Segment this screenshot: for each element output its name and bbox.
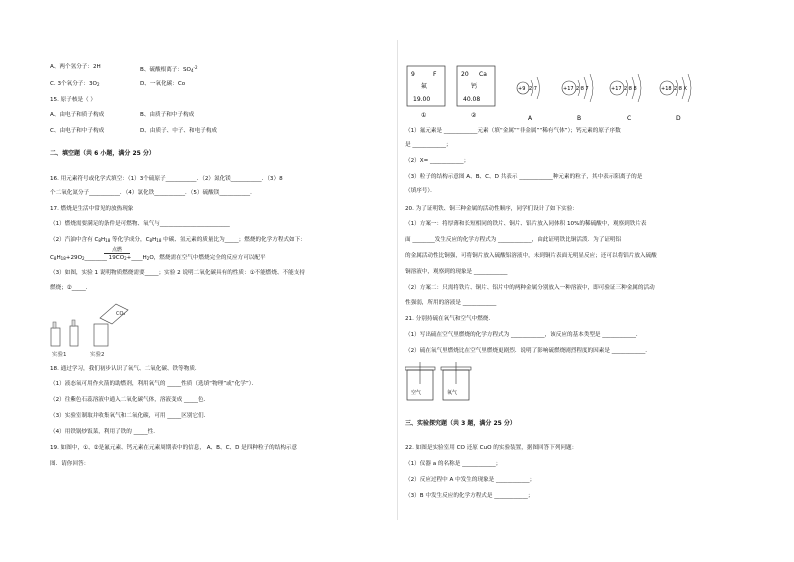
q20-line-5: 铜溶液中，观察到的现象是 ____________: [405, 269, 508, 275]
atom-c-electrons: 2 8 8: [624, 86, 637, 92]
q20-line-4: 的金属活动性比铜强，可将铜片放入硫酸铝溶液中，未到铜片表面无明显反应；还可以将铝片放入硫酸: [405, 253, 657, 259]
q15-option-a: A、由电子和质子构成: [50, 112, 105, 118]
wick-2: [72, 320, 75, 326]
jar-air-label: 空气: [411, 390, 422, 396]
q15-option-c: C、由电子和中子构成: [50, 128, 105, 134]
q14-option-d: D、一氧化碳：Co: [140, 81, 186, 87]
q14-option-b: B、硫酸根离子：$SO_4^{-2}$: [140, 65, 198, 73]
q18-part-4: （4）用铁锅炒饭菜，利用了铁的 _____性．: [50, 429, 159, 435]
q14-option-c: C. 3个氧分子：$3O_2$: [50, 81, 100, 87]
q17-equation: $C_8H_{18}+29O_2\_\_\_\_\_\_\_\_$ $19CO_2+\_\_\_\_H_2O$，燃烧需在空气中燃烧完全的反应方可以配平: [50, 255, 266, 261]
q22-stem: 22. 如图是实验室用 CO 还原 CuO 的实验装置，据图回答下列问题：: [405, 445, 578, 451]
column-divider: [397, 40, 398, 520]
wick-1: [53, 322, 56, 328]
atom-a-charge: +9: [518, 86, 526, 92]
section-2-heading: 二、填空题（共 6 小题，满分 25 分）: [50, 150, 155, 157]
q19-line-1: 19. 如图中，①、②是氟元素、钙元素在元素周期表中的信息， A、B、C、D 是四种粒子的结构示意: [50, 445, 298, 451]
q21-part-1: （1）写出硫在空气里燃烧的化学方程式为 ____________，该反应的基本类型是 ____________．: [405, 332, 642, 338]
q19-part-1-line-1: （1）氟元素是 ____________元素（填“金属”“非金属”“稀有气体”）；钙元素的原子序数: [405, 128, 621, 134]
q15-option-b: B、由质子和中子构成: [140, 112, 195, 118]
q19-part-3-line-2: （填序号）．: [405, 188, 436, 194]
atom-c-charge: +17: [611, 86, 622, 92]
q16-line-1: 16. 用元素符号或化学式填空：（1）3个硫原子___________．（2）氮化镁___________．（3）8: [50, 176, 283, 182]
q22-part-1: （1）仪器 a 的名称是 ____________；: [405, 461, 502, 467]
q19-part-1-line-2: 是 ____________；: [405, 142, 452, 148]
fluorine-number: 9: [411, 71, 415, 78]
atom-c-label: C: [627, 115, 632, 122]
atom-b-label: B: [577, 115, 582, 122]
q20-line-7: 性强弱，所用的溶液是 ____________: [405, 300, 497, 306]
atom-d-electrons: 2 8 X: [674, 86, 687, 92]
ignite-condition: 点燃: [104, 247, 130, 254]
q14-option-a: A、两个氢分子：2H: [50, 64, 101, 70]
experiment-1-label: 实验1: [52, 352, 67, 358]
experiment-figure: [50, 298, 130, 360]
fluorine-mass: 19.00: [413, 96, 431, 103]
beaker: [94, 324, 108, 346]
q15-option-d: D、由质子、中子、和电子构成: [140, 128, 218, 134]
q17-part-3-line-2: 燃烧；②_____．: [50, 285, 92, 291]
calcium-name: 钙: [471, 83, 478, 90]
q17-stem: 17. 燃烧是生活中常见的放热现象: [50, 206, 134, 212]
atom-a-electrons: 2 7: [529, 86, 537, 92]
atom-d-charge: +18: [661, 86, 672, 92]
jar-oxygen-label: 氧气: [447, 390, 458, 396]
q18-part-3: （3）实验室制取并收集氧气和二氧化碳，可用 _____区别它们．: [50, 413, 210, 419]
calcium-number: 20: [461, 71, 469, 78]
gas-jars-figure: [405, 360, 475, 404]
fluorine-tag: ①: [421, 112, 427, 119]
q20-line-2: （1）方案一：将厚薄和长短相同的铁片、铜片、铝片放入同体积 10%的稀硫酸中，观察到铁片表: [405, 221, 647, 227]
atom-a-label: A: [528, 115, 533, 122]
fluorine-name: 氟: [421, 83, 428, 90]
periodic-and-atom-figure: [405, 62, 735, 124]
atom-b-charge: +17: [563, 86, 574, 92]
q19-part-2: （2）X= ____________；: [405, 158, 470, 164]
q19-line-2: 图．请你回答：: [50, 461, 90, 467]
fluorine-symbol: F: [433, 71, 437, 78]
candle-2: [70, 326, 78, 346]
atom-d-label: D: [676, 115, 681, 122]
q16-line-2: 个二氧化氮分子___________．（4）氯化铁___________．（5）硫酸镁___________．: [50, 190, 256, 196]
q21-part-2: （2）硫在氧气里燃烧比在空气里燃烧更剧烈．说明了影响硫燃烧剧烈程度的因素是 ____________．: [405, 348, 651, 354]
section-3-heading: 三、实验探究题（共 3 题，满分 25 分）: [405, 420, 516, 427]
q20-line-3: 面 ________发生反应的化学方程式为 ____________，由此证明铁比铜活泼．为了证明铝: [405, 237, 622, 243]
q20-stem: 20. 为了证明铁、铜三种金属的活动性顺序，同学们设计了如下实验：: [405, 206, 578, 212]
candle-1: [51, 328, 60, 346]
q17-part-3-line-1: （3）如图，实验 1 说明物质燃烧需要_____；实验 2 说明二氧化碳具有的性质：①不能燃烧、不能支持: [50, 270, 305, 276]
q15-stem: 15. 原子核是（ ）: [50, 97, 97, 103]
q18-stem: 18. 通过学习，我们初步认识了氧气、二氧化碳、铁等物质．: [50, 366, 201, 372]
calcium-symbol: Ca: [479, 71, 487, 78]
q18-part-2: （2）往紫色石蕊溶液中通入二氧化碳气体，溶液变成 _____色．: [50, 397, 210, 403]
q17-part-2: （2）汽油中含有 $C_8H_{18}$ 等化学成分，$C_8H_{18}$ 中碳、氢元素的质量比为_____；燃烧的化学方程式如下：: [50, 237, 306, 243]
q17-part-1: （1）燃烧需要满足的条件是可燃物、氧气与_________________________: [50, 221, 230, 227]
q18-part-1: （1）液态氧可用作火箭的助燃剂，利用氧气的 _____性质（选填“物理”或“化学”）．: [50, 381, 258, 387]
calcium-mass: 40.08: [463, 96, 481, 103]
q22-part-2: （2）反应过程中 A 中发生的现象是 ____________；: [405, 477, 536, 483]
q21-stem: 21. 分别持硫在氧气和空气中燃烧．: [405, 316, 494, 322]
q22-part-3: （3）B 中发生反应的化学方程式是 ____________；: [405, 493, 534, 499]
q20-line-6: （2）方案二：只需将铁片、铜片、铝片中的两种金属分别放入一种溶液中，即可验证三种金属的活动: [405, 285, 655, 291]
co2-label: CO₂: [116, 311, 126, 317]
atom-b-electrons: 2 8 7: [576, 86, 589, 92]
q19-part-3-line-1: （3）粒子的结构示意图 A、B、C、D 共表示 ____________种元素的粒子，其中表示阳离子的是: [405, 174, 643, 180]
experiment-2-label: 实验2: [90, 352, 105, 358]
calcium-tag: ②: [471, 112, 477, 119]
